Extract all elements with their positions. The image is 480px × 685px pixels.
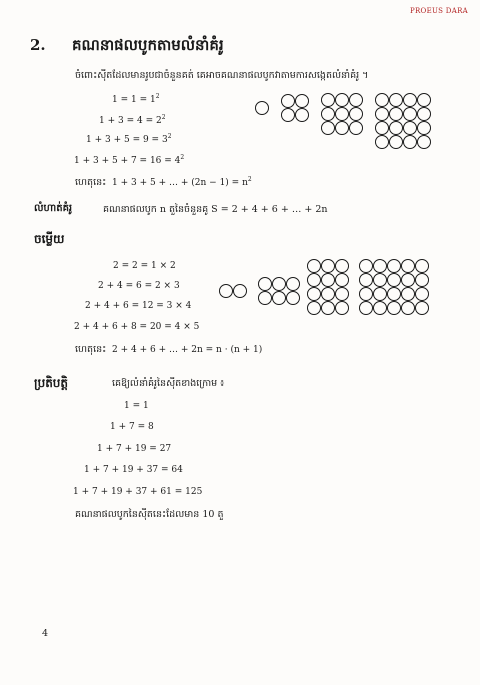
even-line-1: 2 = 2 = 1 × 2 [113,261,176,271]
odd-line-4: $1 + 3 + 5 + 7 = 16 = 4^2$ [74,154,185,166]
exercise-label: លំហាត់គំរូ [34,203,73,214]
practice-line-3: 1 + 7 + 19 = 27 [97,444,172,454]
practice-label: ប្រតិបត្តិ [34,376,69,390]
exercise-text: គណនាផលបូក n តួនៃចំនួនគូ S = 2 + 4 + 6 + … + 2n [103,204,328,215]
odd-line-2: $1 + 3 = 4 = 2^2$ [99,114,166,126]
odd-line-3: $1 + 3 + 5 = 9 = 3^2$ [86,133,172,145]
section-title: គណនាផលបូកតាមលំនាំគំរូ [72,36,224,54]
odd-circles-2x2 [282,95,309,122]
even-circles-4x5 [360,260,429,315]
header-brand: PROEUS DARA [409,7,468,15]
practice-line-2: 1 + 7 = 8 [110,422,154,432]
answer-label: ចម្លើយ [34,232,65,246]
odd-conclusion: ហេតុនេះ 1 + 3 + 5 + … + $(2n - 1) = n^2$ [75,176,252,188]
even-conclusion: ហេតុនេះ 2 + 4 + 6 + … + 2n = n · (n + 1) [75,344,263,355]
intro-text: ចំពោះស៊ីតដែលមានរូបជាចំនួនគត់ គេអាចគណនាផលបូកវាតាមការសង្កេតលំនាំគំរូ ។ [75,70,369,81]
even-circles-3x4 [308,260,349,315]
even-circles-1x2 [220,285,247,298]
even-line-2: 2 + 4 = 6 = 2 × 3 [98,281,180,291]
practice-question: គណនាផលបូកនៃស៊ីតនេះដែលមាន 10 តួ [75,509,224,520]
odd-line-1: $1 = 1 = 1^2$ [112,93,160,105]
page-number: 4 [42,628,49,639]
practice-text: គេឱ្យលំនាំគំរូនៃស៊ីតខាងក្រោម ៖ [112,378,225,389]
practice-line-1: 1 = 1 [124,401,149,411]
practice-line-5: 1 + 7 + 19 + 37 + 61 = 125 [73,487,203,497]
odd-circles-3x3 [322,94,363,135]
even-circles-2x3 [259,278,300,305]
even-line-4: 2 + 4 + 6 + 8 = 20 = 4 × 5 [74,322,200,332]
section-number: 2. [30,36,46,54]
practice-line-4: 1 + 7 + 19 + 37 = 64 [84,465,183,475]
odd-circles-1x1 [256,102,269,115]
odd-circles-4x4 [376,94,431,149]
even-line-3: 2 + 4 + 6 = 12 = 3 × 4 [85,301,192,311]
